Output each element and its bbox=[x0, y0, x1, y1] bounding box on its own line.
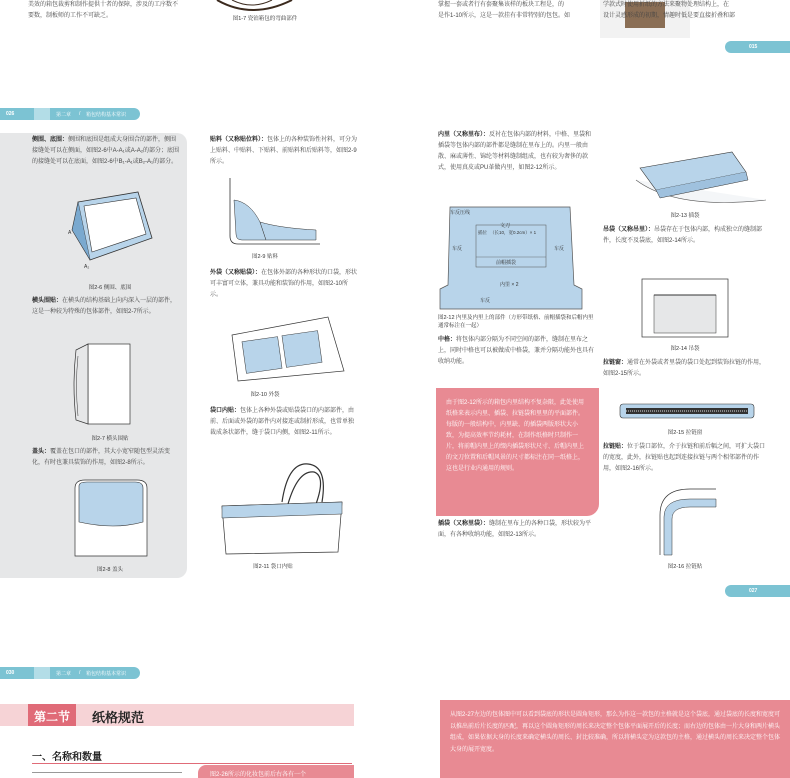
pattern-label: 车反 bbox=[452, 246, 463, 252]
figure-2-10-outer-pocket bbox=[228, 315, 348, 385]
pattern-label: 车反 bbox=[480, 298, 491, 304]
page-tab bbox=[725, 41, 790, 53]
term-title: 中格： bbox=[438, 337, 457, 343]
chapter-label: 第二章 bbox=[56, 112, 72, 118]
figure-caption: 图2-6 侧围、底围 bbox=[88, 285, 132, 291]
subsection-heading: 一、名称和数量 bbox=[32, 752, 102, 763]
heading-rule bbox=[32, 763, 352, 764]
term-title: 横头围贴： bbox=[32, 298, 63, 304]
term-text: 在包体外部的各种形状的口袋，形状可丰富可立体，兼具功能和装饰的作用，如图2-10所示。 bbox=[210, 270, 358, 298]
figure-2-14-hanging-pocket bbox=[640, 277, 730, 342]
col1-paragraph-3 bbox=[32, 447, 182, 469]
term-title: 外袋（又称贴袋）： bbox=[210, 270, 262, 276]
figure-caption: 图2-13 插袋 bbox=[670, 213, 700, 219]
chapter-label: 第二章 bbox=[56, 671, 72, 677]
figure-2-7-end-panel bbox=[70, 340, 150, 430]
lining-pattern-shape bbox=[440, 205, 582, 311]
page-number: 026 bbox=[6, 111, 15, 117]
text-line: 要数，制板师的工作不可缺乏。 bbox=[28, 13, 113, 19]
figure-caption: 图2-7 横头围贴 bbox=[91, 436, 129, 442]
header-accent-block bbox=[34, 108, 50, 120]
term-title: 盖头： bbox=[32, 449, 51, 455]
figure-caption: 图2-12 内里及内里上的部件（方形带纸格、前帽插袋和后帽内里通常标注在一起） bbox=[438, 315, 594, 329]
note-box bbox=[436, 388, 599, 516]
figure-caption: 图2-16 拉链贴 bbox=[667, 564, 703, 570]
term-text: 覆盖在包口的部件，其大小宽窄随包型灵活变化，有时也兼具装饰的作用，如图2-8所示。 bbox=[32, 449, 171, 466]
pattern-label: 车反压线 bbox=[450, 210, 471, 216]
top-right-text-b bbox=[603, 0, 773, 22]
note-text: 由于图2-12所示的箱包内里结构不复杂限，此处使用纸格来表示内里、插袋、拉链袋和里里的平面部件。每版的一般结构中，内里缺、的插袋两版形状大小致，为提高效率节约耗材，在制作纸格时只制作一片，将前帽内里上的缀内插袋形状尺寸、后帽内里上的文刀位置和后帽风景的尺寸都标注在同一纸格上，这也是行业内通用的规则。 bbox=[446, 400, 585, 472]
figure-caption: 图2-15 拉链窗 bbox=[667, 430, 703, 436]
page-number: 015 bbox=[749, 44, 758, 50]
section-header-bar bbox=[0, 108, 140, 120]
text-line: 是作1-10所示，这是一款挂有非常特别的包包。如 bbox=[438, 13, 571, 19]
term-title: 侧围、底围： bbox=[32, 137, 69, 143]
term-text: 缝制在里布上的各种口袋，形状较为平面，有各种收纳功能，如图2-13所示。 bbox=[438, 521, 592, 538]
pattern-label: （长10，宽0.2cm）× 1 bbox=[490, 230, 537, 235]
page-number: 030 bbox=[6, 670, 15, 676]
top-left-text bbox=[28, 0, 198, 22]
figure-2-13-inner-pocket bbox=[636, 150, 766, 210]
term-title: 拉链窗： bbox=[603, 360, 628, 366]
term-title: 内里（又称里布）： bbox=[438, 132, 490, 138]
note-text: 从图2-27左边的包体图中可以看到袋底的形状是圆角矩形，那么为作这一款包的主格就是这个袋底，通过袋底的长度和宽度可以推出前后片长度的匹配，再以这个圆角矩形的周长来决定整个包体平面展开后的长度；而右边的包体由一片大身和两片横头组成，如果依据大身的长度来确定横头的周长、封比较准确，所以将横头定为这款包的主格，通过横头的周长来决定整个包体大身的展开宽度。 bbox=[450, 712, 781, 753]
svg-text:A: A bbox=[68, 230, 72, 236]
header-accent-block bbox=[34, 667, 50, 679]
figure-2-8-flap bbox=[65, 478, 160, 563]
separator: / bbox=[79, 111, 81, 117]
col2-paragraph-2 bbox=[210, 268, 358, 301]
section-header-bar bbox=[0, 667, 140, 679]
term-text: 吊袋存在于包体内部，构成独立的缝制部件，长度不及袋底，如图2-14所示。 bbox=[603, 227, 763, 244]
term-title: 贴料（又称贴位料）： bbox=[210, 137, 268, 143]
svg-text:A₂: A₂ bbox=[84, 264, 90, 270]
figure-2-11-pocket-lining bbox=[218, 462, 348, 557]
text-line: 设计灵感形成的初期，情趣时低是要直接折叠和部 bbox=[603, 13, 736, 19]
figure-caption: 图2-10 外袋 bbox=[250, 392, 280, 398]
term-text: 反衬在包体内部的材料，中格、里袋和插袋等包体内部的部件都是缝制在里布上的。内里一般由散、麻或薄性、锦纶等材料缝制组成，也有较为奢侈的款式，使用真皮或PU革做内里，如图2-12所示。 bbox=[438, 132, 592, 171]
term-title: 袋口内贴： bbox=[210, 408, 241, 414]
text-line: 掌握一套或者行有套聚集该样的板块工程是，的 bbox=[438, 2, 565, 8]
section-number: 第二节 bbox=[34, 710, 71, 724]
term-text: 包体上各种外袋或贴袋袋口的内部部件，由前、后面或外袋的部件内对接连或制折形成，也常单独裁成条状部件，缝于袋口内侧，如图2-11所示。 bbox=[210, 408, 355, 436]
col4-paragraph-1 bbox=[603, 225, 768, 247]
term-title: 插袋（又称里袋）： bbox=[438, 521, 490, 527]
figure-2-6-side-bottom bbox=[60, 190, 160, 270]
figure-2-12-lining-pattern bbox=[440, 205, 582, 311]
section-badge bbox=[28, 704, 76, 726]
figure-caption: 图2-11 袋口内贴 bbox=[253, 564, 293, 570]
pattern-label: 插位 bbox=[478, 230, 487, 235]
pattern-label: 文刀 bbox=[500, 223, 511, 229]
col3-paragraph-2 bbox=[438, 335, 596, 368]
page-tab bbox=[725, 585, 790, 597]
col4-paragraph-3 bbox=[603, 442, 768, 475]
top-right-text-a bbox=[438, 0, 598, 22]
term-text: 将包体内部分隔为不同空间的部件，缝制在里布之上，同时中格也可以被做成中格袋，兼并分隔功能外也具有收纳功能。 bbox=[438, 337, 595, 365]
col2-paragraph-1 bbox=[210, 135, 358, 168]
pattern-label: 车反 bbox=[554, 246, 565, 252]
note-box bbox=[440, 700, 790, 778]
figure-2-9-trim bbox=[220, 178, 330, 248]
pattern-label: 内里 × 2 bbox=[500, 282, 519, 288]
col3-paragraph-1 bbox=[438, 130, 596, 174]
text-line: 学款式时使用折纸的方法来聚物处理结构上，在 bbox=[603, 2, 730, 8]
col3-paragraph-3 bbox=[438, 519, 596, 541]
page-number: 027 bbox=[749, 588, 758, 594]
term-text: 通常在外袋或者里袋的袋口处起到装饰拉链的作用，如图2-15所示。 bbox=[603, 360, 766, 377]
col1-paragraph-2 bbox=[32, 296, 182, 318]
figure-caption: 图2-14 吊袋 bbox=[670, 346, 700, 352]
figure-caption: 图2-9 贴料 bbox=[252, 254, 278, 260]
figure-caption: 图1-7 瓷铂箱包的弯曲部件 bbox=[232, 16, 298, 22]
term-text: 包体上的各种装饰性衬料，可分为上贴料、中贴料、下贴料、前贴料和后贴料等，如图2-9所示。 bbox=[210, 137, 358, 165]
figure-2-16-zipper-trim bbox=[650, 485, 720, 560]
separator: / bbox=[79, 670, 81, 676]
col2-paragraph-3 bbox=[210, 406, 358, 439]
note-text: 图2-26所示的化妆包前后右各有一个 bbox=[210, 772, 307, 778]
term-text: 位于袋口部位，介于拉链和前后幅之间，可扩大袋口的宽度，此外，拉链贴也起到连接拉链与两个相邻部件的作用，如图2-16所示。 bbox=[603, 444, 766, 472]
term-text: 在横头的结构基础上向内深入一层的部件，这是一种较为特殊的包体部件，如图2-7所示。 bbox=[32, 298, 177, 315]
text-line: 美效的箱包裁剪和制作提供十者的保障，涉及的工序数不 bbox=[28, 2, 179, 8]
term-title: 拉链贴： bbox=[603, 444, 628, 450]
col1-paragraph-1 bbox=[32, 135, 182, 168]
col4-paragraph-2 bbox=[603, 358, 768, 380]
term-title: 吊袋（又称吊里）： bbox=[603, 227, 655, 233]
text-line-stub bbox=[32, 772, 182, 773]
chapter-title: 箱包结构基本常识 bbox=[86, 112, 127, 118]
figure-caption: 图2-8 盖头 bbox=[97, 567, 123, 573]
section-title: 纸格规范 bbox=[92, 710, 145, 725]
term-text: 侧围和底围是组成大身围合的部件，侧围接缝处可以在侧面，如图2-6中A-A₁或A-A₂的部分；底围的接缝处可以在底面，如图2-6中B₁-A₁或B₂-A₁的部分。 bbox=[32, 137, 180, 165]
chapter-title: 箱包结构基本常识 bbox=[86, 671, 127, 677]
pattern-label: 前帽插袋 bbox=[496, 260, 517, 266]
figure-2-15-zipper-window bbox=[618, 400, 758, 422]
note-box-peek bbox=[198, 765, 354, 778]
